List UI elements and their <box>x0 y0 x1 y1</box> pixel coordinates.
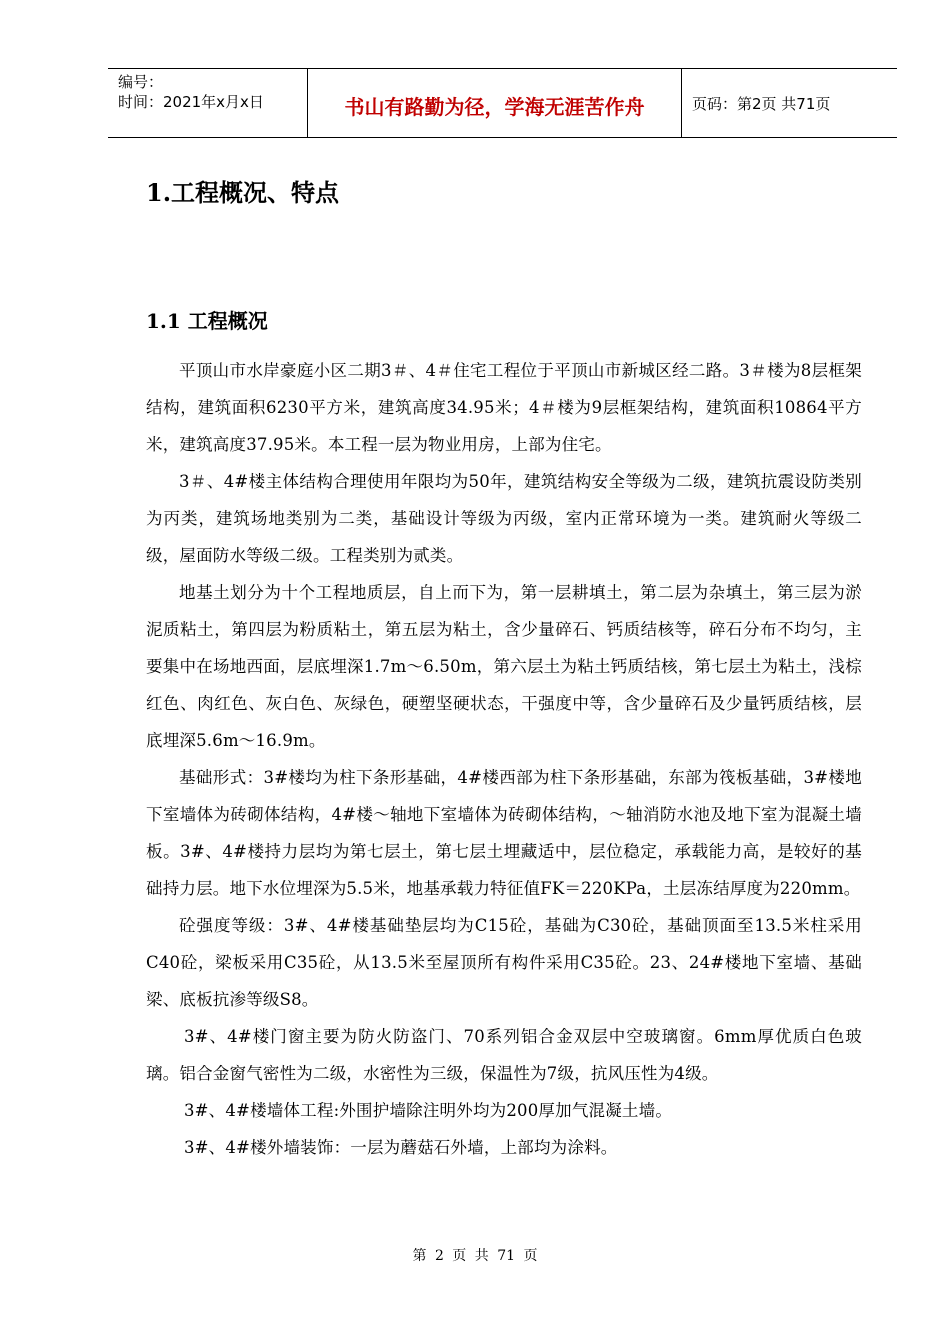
body-content <box>146 352 862 1166</box>
header-page-cell <box>682 69 897 137</box>
number-label: 编号： <box>118 73 164 91</box>
paragraph-windows: 3#、4#楼门窗主要为防火防盗门、70系列铝合金双层中空玻璃窗。6mm厚优质白色玻璃。铝合金窗气密性为二级，水密性为三级，保温性为7级，抗风压性为4级。 <box>146 1027 862 1083</box>
page-info: 页码：第2页 共71页 <box>692 94 831 113</box>
paragraph-facade: 3#、4#楼外墙装饰：一层为蘑菇石外墙，上部均为涂料。 <box>183 1138 618 1157</box>
motto-text: 书山有路勤为径，学海无涯苦作舟 <box>344 94 645 119</box>
paragraph-overview: 平顶山市水岸豪庭小区二期3＃、4＃住宅工程位于平顶山市新城区经二路。3＃楼为8层框架结构，建筑面积6230平方米，建筑高度34.95米；4＃楼为9层框架结构，建筑面积10864平方米，建筑高度37.95米。本工程一层为物业用房，上部为住宅。 <box>146 361 862 454</box>
section-title: 1.工程概况、特点 <box>146 178 340 207</box>
paragraph-structure: 3＃、4#楼主体结构合理使用年限均为50年，建筑结构安全等级为二级，建筑抗震设防类别为丙类，建筑场地类别为二类，基础设计等级为丙级，室内正常环境为一类。建筑耐火等级二级，屋面防水等级二级。工程类别为贰类。 <box>146 472 862 565</box>
paragraph-concrete: 砼强度等级：3#、4#楼基础垫层均为C15砼，基础为C30砼，基础顶面至13.5米柱采用C40砼，梁板采用C35砼，从13.5米至屋顶所有构件采用C35砼。23、24#楼地下室墙、基础梁、底板抗渗等级S8。 <box>146 916 862 1009</box>
time-label: 时间：2021年x月x日 <box>118 93 264 111</box>
section-subtitle: 1.1 工程概况 <box>146 309 268 333</box>
document-header <box>108 68 897 138</box>
header-meta-cell <box>108 69 308 137</box>
paragraph-foundation: 基础形式：3#楼均为柱下条形基础，4#楼西部为柱下条形基础，东部为筏板基础，3#楼地下室墙体为砖砌体结构，4#楼～轴地下室墙体为砖砌体结构，～轴消防水池及地下室为混凝土墙板。3#、4#楼持力层均为第七层土，第七层土埋藏适中，层位稳定，承载能力高，是较好的基础持力层。地下水位埋深为5.5米，地基承载力特征值FK＝220KPa，土层冻结厚度为220mm。 <box>146 768 862 898</box>
paragraph-soil: 地基土划分为十个工程地质层，自上而下为，第一层耕填土，第二层为杂填土，第三层为淤泥质粘土，第四层为粉质粘土，第五层为粘土，含少量碎石、钙质结核等，碎石分布不均匀，主要集中在场地西面，层底埋深1.7m～6.50m，第六层土为粘土钙质结核，第七层土为粘土，浅棕红色、肉红色、灰白色、灰绿色，硬塑坚硬状态，干强度中等，含少量碎石及少量钙质结核，层底埋深5.6m～16.9m。 <box>146 583 862 750</box>
paragraph-walls: 3#、4#楼墙体工程:外围护墙除注明外均为200厚加气混凝土墙。 <box>183 1101 673 1120</box>
header-motto-cell <box>308 69 682 137</box>
page-footer: 第 2 页 共 71 页 <box>412 1248 538 1264</box>
